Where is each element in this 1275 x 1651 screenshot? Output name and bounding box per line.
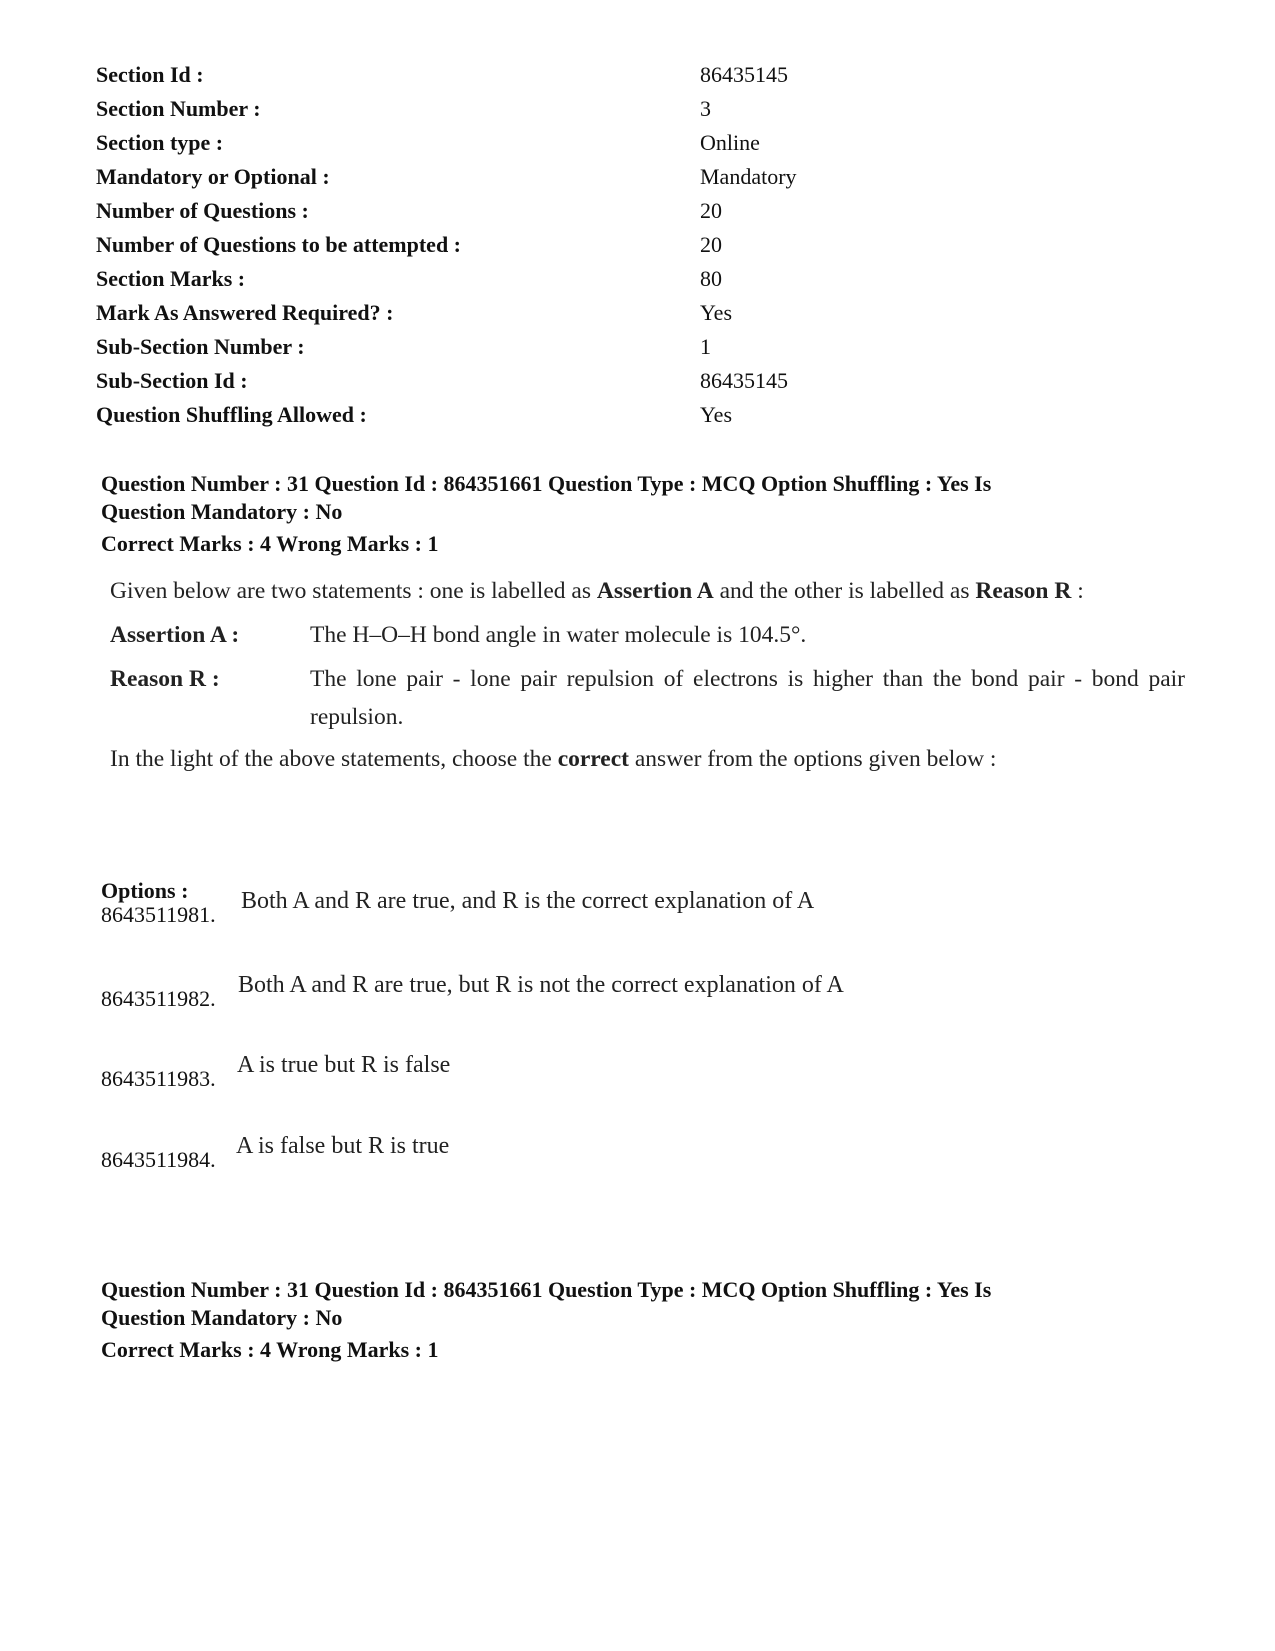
assertion-label: Assertion A : <box>110 622 240 648</box>
reason-label: Reason R : <box>110 666 220 692</box>
meta-value: 80 <box>700 266 722 291</box>
intro-text-post: : <box>1077 578 1084 604</box>
option-text: A is false but R is true <box>236 1133 450 1159</box>
section-meta-table <box>96 58 1000 432</box>
meta-row <box>96 58 1000 92</box>
meta-label: Number of Questions to be attempted : <box>96 232 462 257</box>
next-question-header <box>101 1276 1181 1364</box>
meta-value: 20 <box>700 198 722 223</box>
meta-value: 86435145 <box>700 368 788 393</box>
meta-value: Mandatory <box>700 164 797 189</box>
question-marks: Correct Marks : 4 Wrong Marks : 1 <box>101 531 439 556</box>
option-id: 8643511983. <box>101 1066 216 1091</box>
meta-value: 20 <box>700 232 722 257</box>
meta-label: Number of Questions : <box>96 198 309 223</box>
reason-term: Reason R <box>975 578 1072 604</box>
meta-row <box>96 296 1000 330</box>
meta-row <box>96 228 1000 262</box>
meta-row <box>96 92 1000 126</box>
next-question-marks: Correct Marks : 4 Wrong Marks : 1 <box>101 1337 439 1362</box>
meta-label: Sub-Section Id : <box>96 368 248 393</box>
intro-text: Given below are two statements : one is labelled as <box>110 578 591 604</box>
next-question-header-line1: Question Number : 31 Question Id : 864351661 Question Type : MCQ Option Shuffling : Yes Is <box>101 1277 992 1302</box>
options-label: Options : <box>101 878 189 903</box>
question-header <box>101 470 1181 558</box>
option-text: A is true but R is false <box>237 1052 451 1078</box>
option-id: 8643511984. <box>101 1147 216 1172</box>
question-header-line1: Question Number : 31 Question Id : 864351661 Question Type : MCQ Option Shuffling : Yes Is <box>101 471 992 496</box>
question-header-line2: Question Mandatory : No <box>101 499 343 524</box>
meta-value: Online <box>700 130 760 155</box>
instruction-text-post: answer from the options given below : <box>634 746 997 772</box>
next-question-header-line2: Question Mandatory : No <box>101 1305 343 1330</box>
meta-label: Mark As Answered Required? : <box>96 300 394 325</box>
meta-row <box>96 398 1000 432</box>
meta-value: Yes <box>700 300 733 325</box>
meta-value: 86435145 <box>700 62 788 87</box>
question-instruction <box>110 740 1185 778</box>
option-id: 8643511981. <box>101 902 216 927</box>
meta-row <box>96 160 1000 194</box>
meta-label: Question Shuffling Allowed : <box>96 402 367 427</box>
meta-row <box>96 126 1000 160</box>
option-text: Both A and R are true, but R is not the correct explanation of A <box>238 972 844 998</box>
meta-row <box>96 262 1000 296</box>
meta-row <box>96 194 1000 228</box>
meta-row <box>96 330 1000 364</box>
meta-label: Section Id : <box>96 62 204 87</box>
option-text: Both A and R are true, and R is the correct explanation of A <box>241 888 815 914</box>
meta-row <box>96 364 1000 398</box>
meta-value: Yes <box>700 402 733 427</box>
option-id: 8643511982. <box>101 986 216 1011</box>
meta-label: Sub-Section Number : <box>96 334 305 359</box>
intro-text-mid: and the other is labelled as <box>719 578 970 604</box>
instruction-text: In the light of the above statements, choose the <box>110 746 552 772</box>
assertion-term: Assertion A <box>596 578 714 604</box>
meta-label: Section Marks : <box>96 266 246 291</box>
instruction-bold: correct <box>557 746 629 772</box>
meta-value: 3 <box>700 96 711 121</box>
meta-label: Section type : <box>96 130 224 155</box>
meta-label: Section Number : <box>96 96 261 121</box>
assertion-text: The H–O–H bond angle in water molecule is 104.5°. <box>310 622 807 648</box>
question-body <box>110 572 1185 778</box>
reason-text: The lone pair - lone pair repulsion of electrons is higher than the bond pair - bond pair repulsion. <box>310 666 1185 730</box>
assertion-row <box>110 616 1185 654</box>
reason-row <box>110 660 1185 736</box>
meta-label: Mandatory or Optional : <box>96 164 330 189</box>
meta-value: 1 <box>700 334 711 359</box>
question-intro <box>110 572 1185 610</box>
